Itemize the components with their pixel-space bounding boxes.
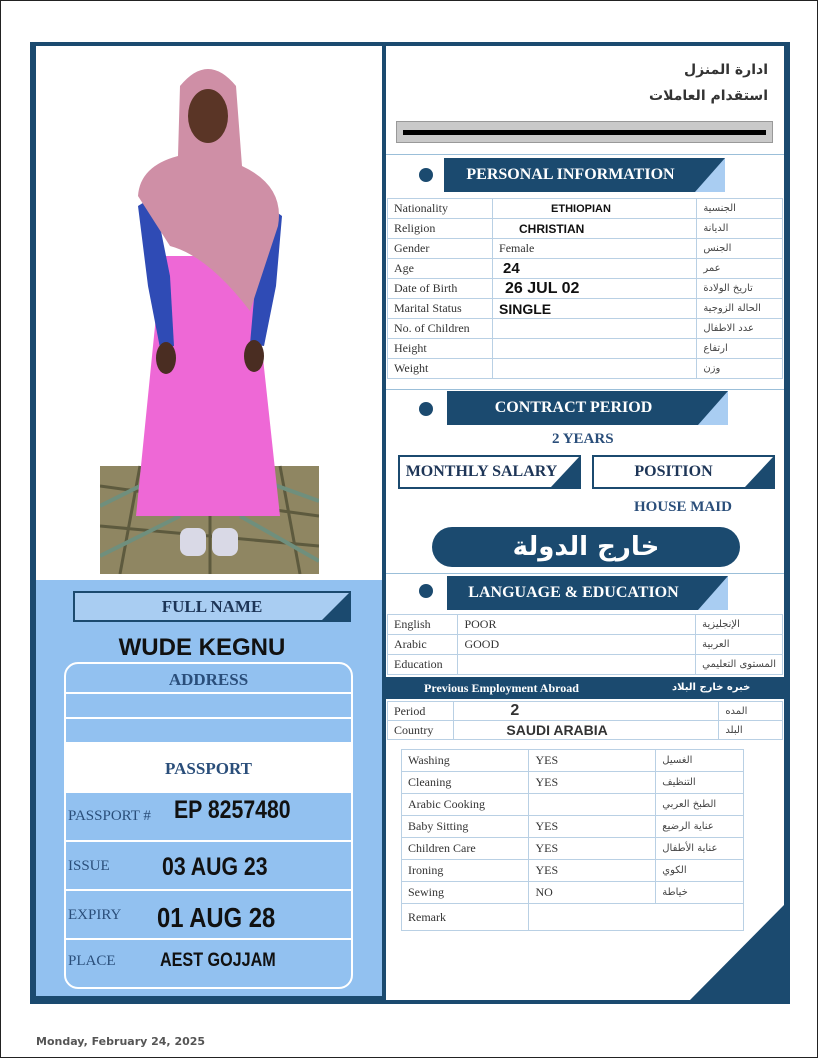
row-value <box>493 319 697 339</box>
row-label-ar: تاريخ الولادة <box>697 279 783 299</box>
previous-employment-table <box>387 701 783 740</box>
row-label: Age <box>388 259 493 279</box>
corner-triangle-icon <box>698 391 728 425</box>
previous-employment-header <box>386 677 784 699</box>
table-row <box>402 838 744 860</box>
table-row <box>388 635 783 655</box>
row-label-ar: العربية <box>696 635 783 655</box>
candidate-photo <box>100 46 319 574</box>
row-label-ar: ارتفاع <box>697 339 783 359</box>
table-row <box>388 259 783 279</box>
row-value: POOR <box>458 615 696 635</box>
row-label: Weight <box>388 359 493 379</box>
contract-period-title: CONTRACT PERIOD <box>494 399 653 416</box>
row-label-ar: الإنجليزية <box>696 615 783 635</box>
table-row <box>402 816 744 838</box>
full-name-value: WUDE KEGNU <box>118 634 286 661</box>
full-name-header <box>73 591 351 622</box>
passport-number-value: EP 8257480 <box>174 796 291 824</box>
corner-triangle-icon <box>695 158 725 192</box>
row-label: English <box>388 615 458 635</box>
table-row <box>388 319 783 339</box>
row-label: Children Care <box>402 838 529 860</box>
row-label: Baby Sitting <box>402 816 529 838</box>
row-value <box>493 359 697 379</box>
table-row <box>388 615 783 635</box>
table-row <box>402 794 744 816</box>
personal-info-header <box>444 158 725 192</box>
row-label-ar: الكوي <box>656 860 744 882</box>
row-label-ar: الجنسية <box>697 199 783 219</box>
contract-period-header <box>447 391 728 425</box>
position-label: POSITION <box>634 463 713 480</box>
table-row <box>388 702 783 721</box>
footer-date: Monday, February 24, 2025 <box>36 1035 206 1048</box>
row-label: Cleaning <box>402 772 529 794</box>
table-row <box>402 772 744 794</box>
row-value: SAUDI ARABIA <box>454 721 719 740</box>
row-label: Education <box>388 655 458 675</box>
row-label: Date of Birth <box>388 279 493 299</box>
row-value: GOOD <box>458 635 696 655</box>
previous-employment-title: Previous Employment Abroad <box>424 681 579 695</box>
corner-decoration <box>690 905 784 1000</box>
row-label-ar: التنظيف <box>656 772 744 794</box>
table-row <box>388 279 783 299</box>
row-value <box>493 339 697 359</box>
table-row <box>388 219 783 239</box>
row-label: Country <box>388 721 454 740</box>
issue-label: ISSUE <box>68 858 110 874</box>
row-value <box>458 655 696 675</box>
contract-period-value: 2 YEARS <box>552 431 614 447</box>
row-label-ar: الديانة <box>697 219 783 239</box>
row-label: Nationality <box>388 199 493 219</box>
row-label-ar: البلد <box>719 721 783 740</box>
row-label: Religion <box>388 219 493 239</box>
table-row <box>388 239 783 259</box>
row-label: Marital Status <box>388 299 493 319</box>
position-value: HOUSE MAID <box>634 499 732 515</box>
issue-value: 03 AUG 23 <box>162 853 268 881</box>
row-value: 24 <box>493 259 697 279</box>
row-label-ar: عدد الاطفال <box>697 319 783 339</box>
row-label: Period <box>388 702 454 721</box>
row-label-ar: الحالة الزوجية <box>697 299 783 319</box>
table-row <box>388 655 783 675</box>
place-value: AEST GOJJAM <box>160 950 276 971</box>
divider <box>64 840 353 842</box>
row-value: SINGLE <box>493 299 697 319</box>
language-education-header <box>447 576 728 610</box>
remark-label: Remark <box>402 904 529 931</box>
passport-number-label: PASSPORT # <box>68 808 151 824</box>
row-label-ar: خياطة <box>656 882 744 904</box>
row-label-ar: المده <box>719 702 783 721</box>
row-label-ar: الطبخ العربي <box>656 794 744 816</box>
row-label-ar: عمر <box>697 259 783 279</box>
org-title: ادارة المنزل <box>684 62 768 78</box>
row-value <box>529 794 656 816</box>
row-value: CHRISTIAN <box>493 219 697 239</box>
place-label: PLACE <box>68 953 116 969</box>
abroad-badge: خارج الدولة <box>432 527 740 567</box>
position-header <box>592 455 775 489</box>
divider <box>64 889 353 891</box>
bullet-icon <box>419 584 433 598</box>
row-value: YES <box>529 816 656 838</box>
row-label: No. of Children <box>388 319 493 339</box>
row-label: Arabic <box>388 635 458 655</box>
table-row <box>402 882 744 904</box>
divider <box>386 389 784 390</box>
full-name-label: FULL NAME <box>161 597 263 616</box>
previous-employment-title-ar: خبره خارج البلاد <box>672 682 751 693</box>
org-subtitle: استقدام العاملات <box>649 88 768 104</box>
row-value: NO <box>529 882 656 904</box>
table-row <box>402 750 744 772</box>
passport-header: PASSPORT <box>64 744 353 793</box>
row-label: Washing <box>402 750 529 772</box>
row-value: ETHIOPIAN <box>493 199 697 219</box>
personal-info-table <box>387 198 783 379</box>
corner-triangle-icon <box>321 593 349 621</box>
table-row <box>388 359 783 379</box>
address-line <box>64 692 353 694</box>
personal-info-title: PERSONAL INFORMATION <box>466 166 675 183</box>
divider <box>64 938 353 940</box>
expiry-value: 01 AUG 28 <box>157 902 276 933</box>
language-education-title: LANGUAGE & EDUCATION <box>468 584 679 601</box>
row-value: 26 JUL 02 <box>493 279 697 299</box>
table-row <box>388 299 783 319</box>
divider <box>386 573 784 574</box>
language-table <box>387 614 783 675</box>
row-label: Sewing <box>402 882 529 904</box>
bullet-icon <box>419 168 433 182</box>
row-label-ar: المستوى التعليمي <box>696 655 783 675</box>
row-value: Female <box>493 239 697 259</box>
bullet-icon <box>419 402 433 416</box>
table-row <box>388 199 783 219</box>
expiry-label: EXPIRY <box>68 907 122 923</box>
row-label: Height <box>388 339 493 359</box>
row-label: Ironing <box>402 860 529 882</box>
row-value: 2 <box>454 702 719 721</box>
monthly-salary-label: MONTHLY SALARY <box>405 463 558 480</box>
skills-table <box>401 749 744 931</box>
header-bar <box>396 121 773 143</box>
row-label-ar: عناية الأطفال <box>656 838 744 860</box>
address-line <box>64 717 353 719</box>
table-row <box>402 860 744 882</box>
corner-triangle-icon <box>745 457 773 487</box>
divider <box>386 154 784 155</box>
row-label-ar: وزن <box>697 359 783 379</box>
row-label-ar: عناية الرضيع <box>656 816 744 838</box>
corner-triangle-icon <box>698 576 728 610</box>
row-label: Arabic Cooking <box>402 794 529 816</box>
row-label-ar: الغسيل <box>656 750 744 772</box>
monthly-salary-header <box>398 455 581 489</box>
corner-triangle-icon <box>551 457 579 487</box>
row-value: YES <box>529 772 656 794</box>
table-row <box>388 721 783 740</box>
row-value: YES <box>529 838 656 860</box>
table-row <box>388 339 783 359</box>
row-label-ar: الجنس <box>697 239 783 259</box>
row-value: YES <box>529 750 656 772</box>
address-label: ADDRESS <box>168 670 249 689</box>
row-label: Gender <box>388 239 493 259</box>
row-value: YES <box>529 860 656 882</box>
